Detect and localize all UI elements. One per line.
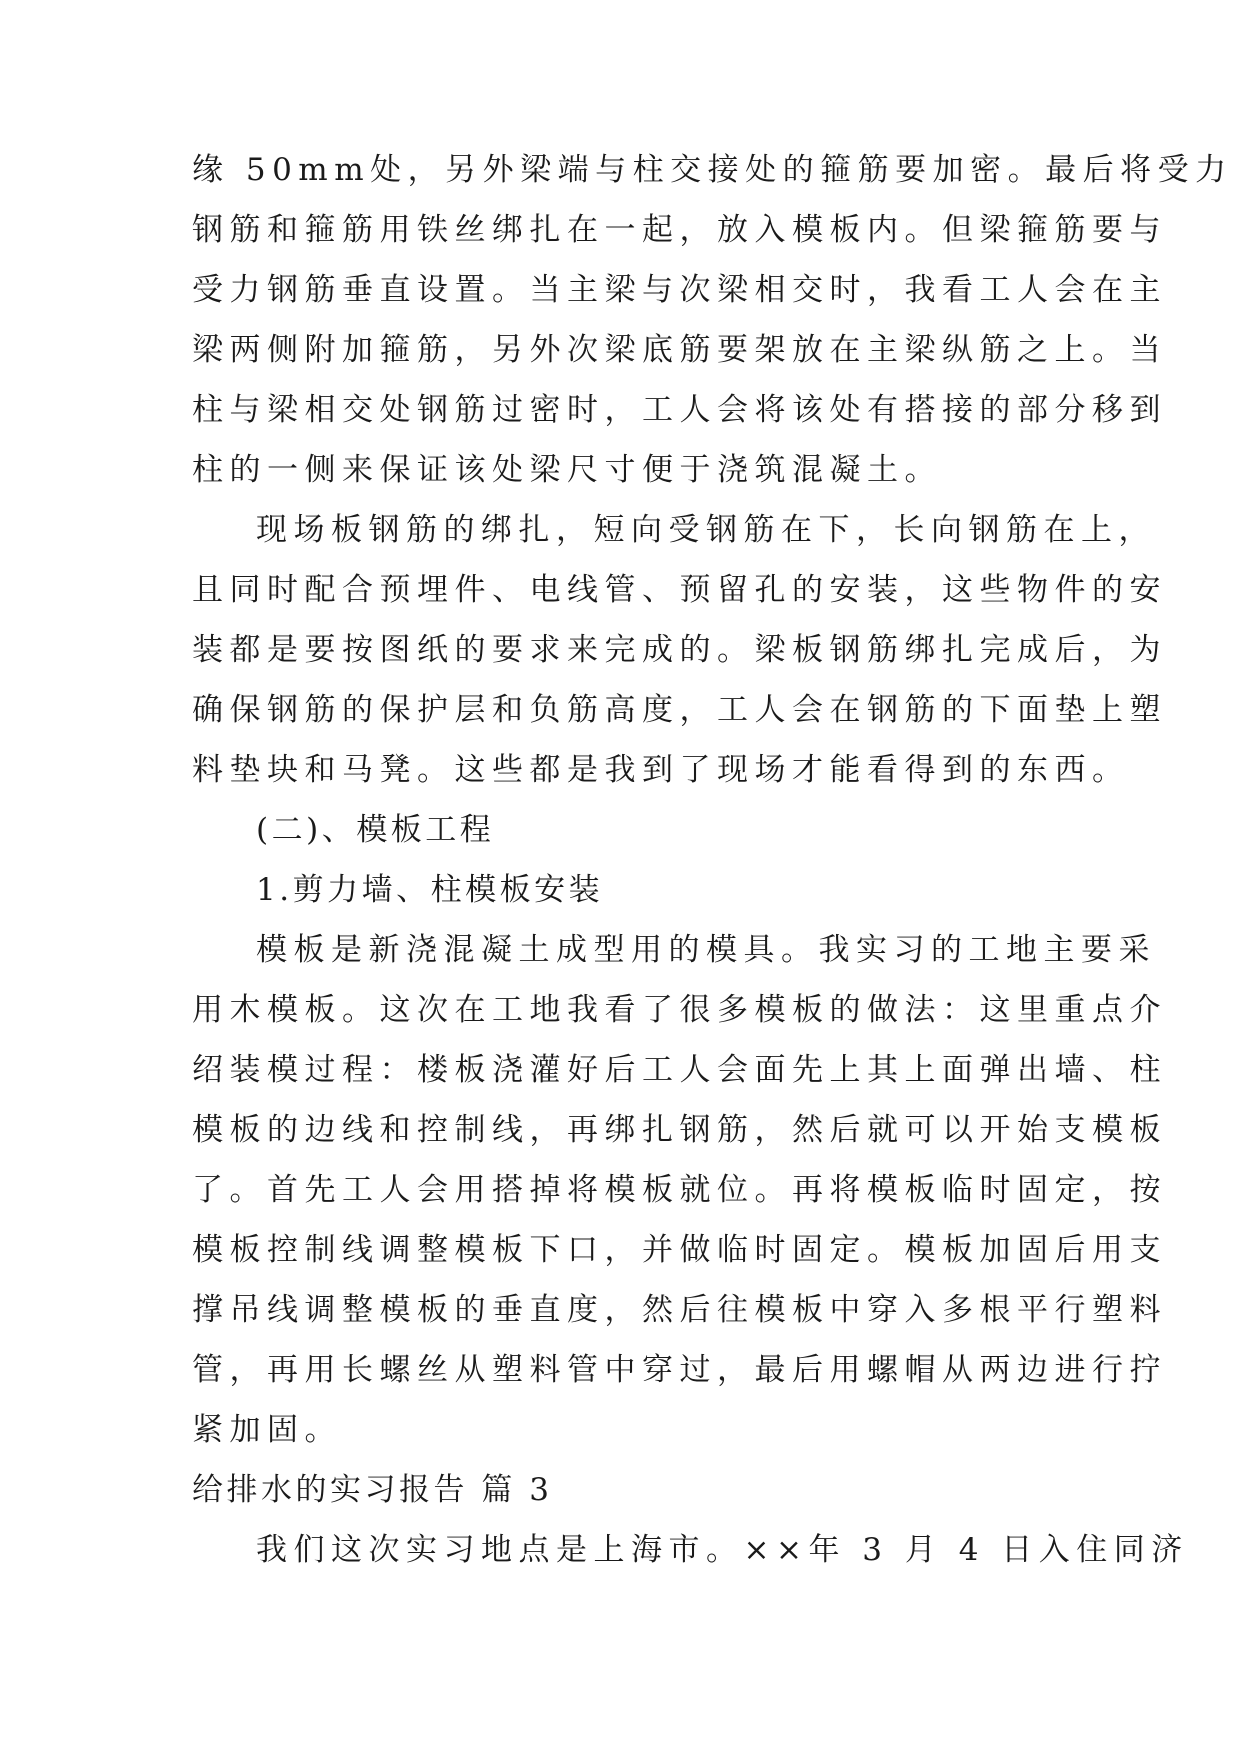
body-text-line: 柱与梁相交处钢筋过密时，工人会将该处有搭接的部分移到 [192, 392, 1167, 428]
body-text-line: 缘 50mm处，另外梁端与柱交接处的箍筋要加密。最后将受力 [192, 152, 1233, 188]
body-text-line: 用木模板。这次在工地我看了很多模板的做法：这里重点介 [192, 992, 1167, 1028]
body-text-line: 管，再用长螺丝从塑料管中穿过，最后用螺帽从两边进行拧 [192, 1352, 1167, 1388]
body-text-line: 我们这次实习地点是上海市。××年 3 月 4 日入住同济 [256, 1532, 1189, 1568]
body-text-line: 模板是新浇混凝土成型用的模具。我实习的工地主要采 [256, 932, 1156, 968]
body-text-line: 且同时配合预埋件、电线管、预留孔的安装，这些物件的安 [192, 572, 1167, 608]
body-text-line: 装都是要按图纸的要求来完成的。梁板钢筋绑扎完成后，为 [192, 632, 1167, 668]
body-text-line: 撑吊线调整模板的垂直度，然后往模板中穿入多根平行塑料 [192, 1292, 1167, 1328]
section-heading: (二)、模板工程 [256, 812, 495, 848]
body-text-line: 紧加固。 [192, 1412, 342, 1448]
body-text-line: 绍装模过程：楼板浇灌好后工人会面先上其上面弹出墙、柱 [192, 1052, 1167, 1088]
body-text-line: 柱的一侧来保证该处梁尺寸便于浇筑混凝土。 [192, 452, 942, 488]
body-text-line: 确保钢筋的保护层和负筋高度，工人会在钢筋的下面垫上塑 [192, 692, 1167, 728]
body-text-line: 模板控制线调整模板下口，并做临时固定。模板加固后用支 [192, 1232, 1167, 1268]
body-text-line: 受力钢筋垂直设置。当主梁与次梁相交时，我看工人会在主 [192, 272, 1167, 308]
body-text-line: 现场板钢筋的绑扎，短向受钢筋在下，长向钢筋在上， [256, 512, 1156, 548]
subsection-heading: 1.剪力墙、柱模板安装 [256, 872, 604, 908]
body-text-line: 钢筋和箍筋用铁丝绑扎在一起，放入模板内。但梁箍筋要与 [192, 212, 1167, 248]
body-text-line: 了。首先工人会用搭掉将模板就位。再将模板临时固定，按 [192, 1172, 1167, 1208]
body-text-line: 梁两侧附加箍筋，另外次梁底筋要架放在主梁纵筋之上。当 [192, 332, 1167, 368]
body-text-line: 料垫块和马凳。这些都是我到了现场才能看得到的东西。 [192, 752, 1130, 788]
body-text-line: 模板的边线和控制线，再绑扎钢筋，然后就可以开始支模板 [192, 1112, 1167, 1148]
article-title: 给排水的实习报告 篇 3 [192, 1472, 553, 1508]
